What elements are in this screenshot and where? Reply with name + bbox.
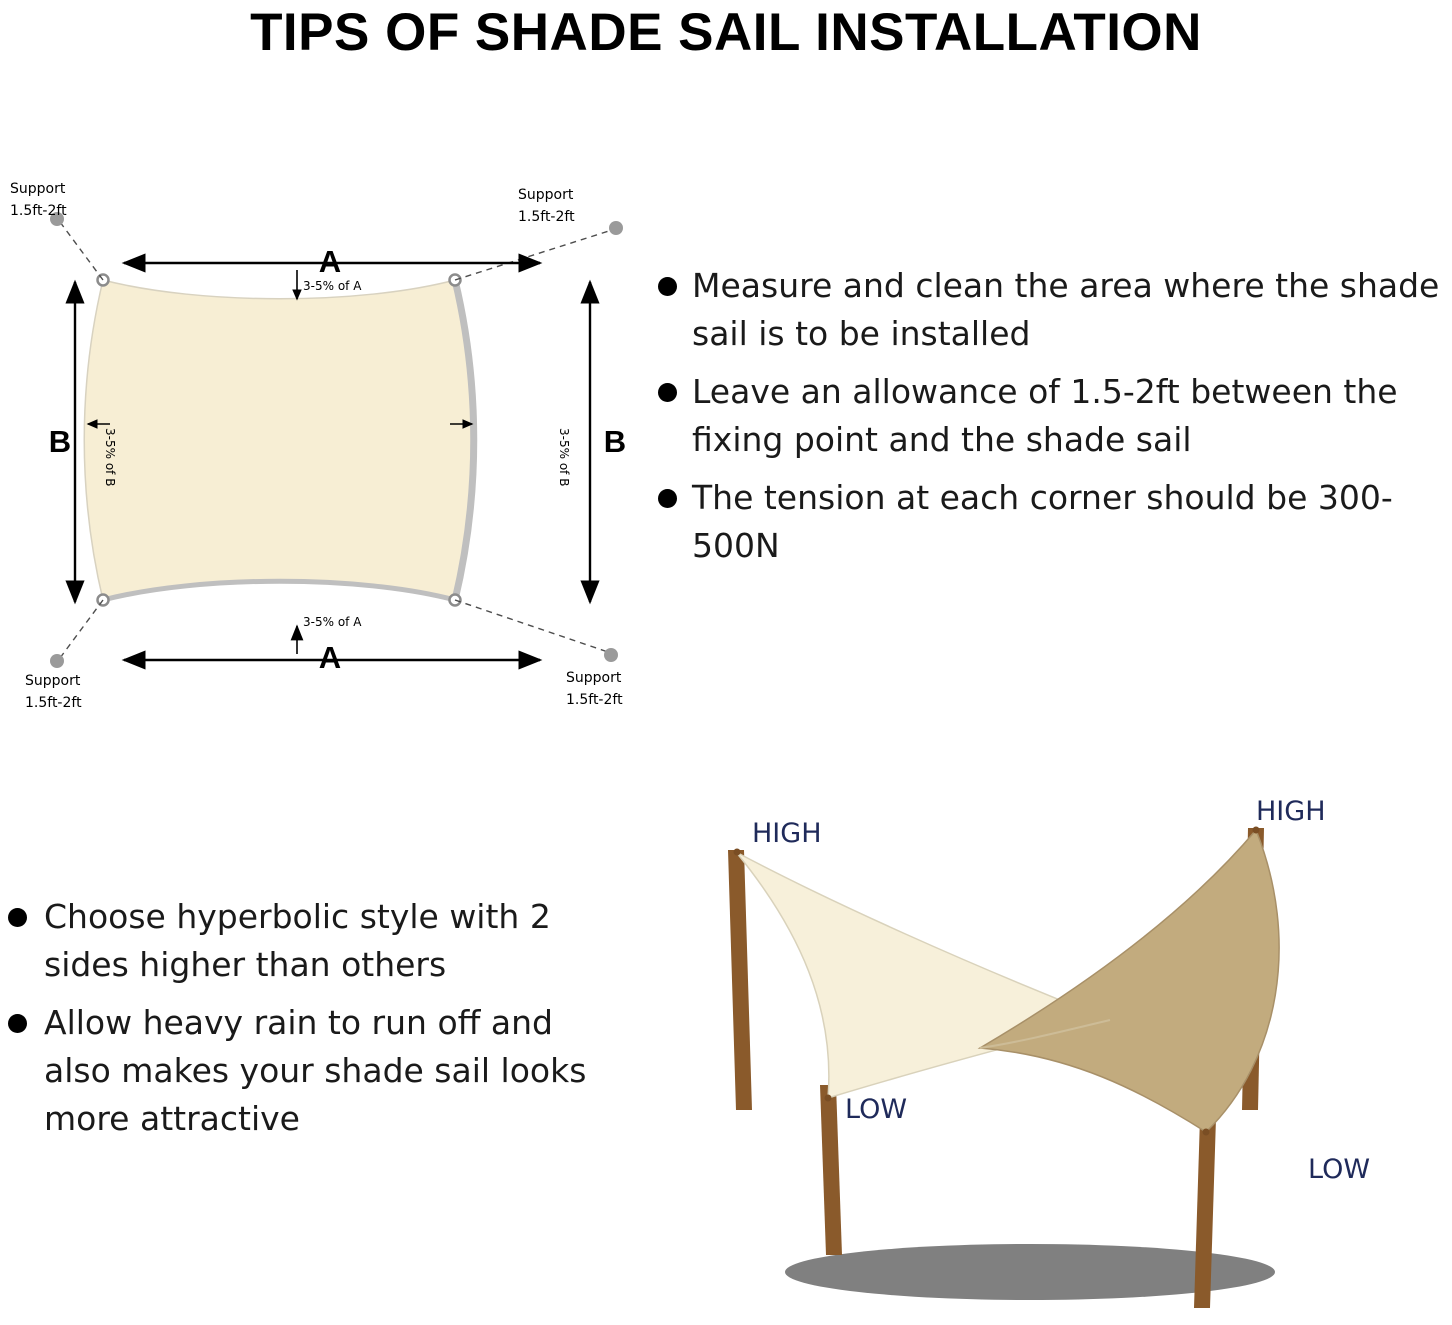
dimension-label-bottom-a: A — [318, 640, 342, 675]
support-label-top-left — [10, 181, 67, 219]
dimension-label-right-b: B — [603, 424, 627, 459]
top-diagram-container — [0, 160, 660, 740]
svg-text:1.5ft-2ft: 1.5ft-2ft — [10, 203, 67, 219]
page-title: TIPS OF SHADE SAIL INSTALLATION — [250, 3, 1202, 62]
post-high-left — [728, 850, 752, 1110]
list-item: Leave an allowance of 1.5-2ft between the fixing point and the shade sail — [650, 368, 1450, 464]
dimension-label-left-b: B — [48, 424, 72, 459]
post-low-left — [820, 1085, 842, 1255]
svg-text:1.5ft-2ft: 1.5ft-2ft — [25, 695, 82, 711]
svg-text:Support: Support — [25, 673, 81, 689]
dimension-label-top-a: A — [318, 244, 342, 279]
support-label-top-right — [518, 187, 575, 225]
tips-list-top — [650, 262, 1450, 580]
svg-text:3-5% of A: 3-5% of A — [303, 615, 362, 629]
support-label-bottom-right — [566, 670, 623, 708]
sail-panel-dark — [980, 830, 1279, 1132]
tips-list-bottom — [0, 893, 620, 1153]
list-item: Choose hyperbolic style with 2 sides higher than others — [0, 893, 620, 989]
svg-text:3-5% of A: 3-5% of A — [303, 279, 362, 293]
svg-text:3-5% of B: 3-5% of B — [557, 428, 571, 487]
bottom-diagram-container — [640, 780, 1452, 1325]
svg-text:Support: Support — [10, 181, 66, 197]
svg-text:1.5ft-2ft: 1.5ft-2ft — [566, 692, 623, 708]
list-item: Measure and clean the area where the shade sail is to be installed — [650, 262, 1450, 358]
label-low-left: LOW — [845, 1094, 908, 1125]
label-high-right: HIGH — [1256, 796, 1326, 827]
label-low-right: LOW — [1308, 1154, 1371, 1185]
shade-sail-shape — [84, 280, 474, 600]
list-item: Allow heavy rain to run off and also makes your shade sail looks more attractive — [0, 999, 620, 1143]
list-item: The tension at each corner should be 300-500N — [650, 474, 1450, 570]
svg-text:1.5ft-2ft: 1.5ft-2ft — [518, 209, 575, 225]
svg-text:3-5% of B: 3-5% of B — [103, 428, 117, 487]
svg-text:Support: Support — [518, 187, 574, 203]
label-high-left: HIGH — [752, 818, 822, 849]
support-label-bottom-left — [25, 673, 82, 711]
svg-text:Support: Support — [566, 670, 622, 686]
